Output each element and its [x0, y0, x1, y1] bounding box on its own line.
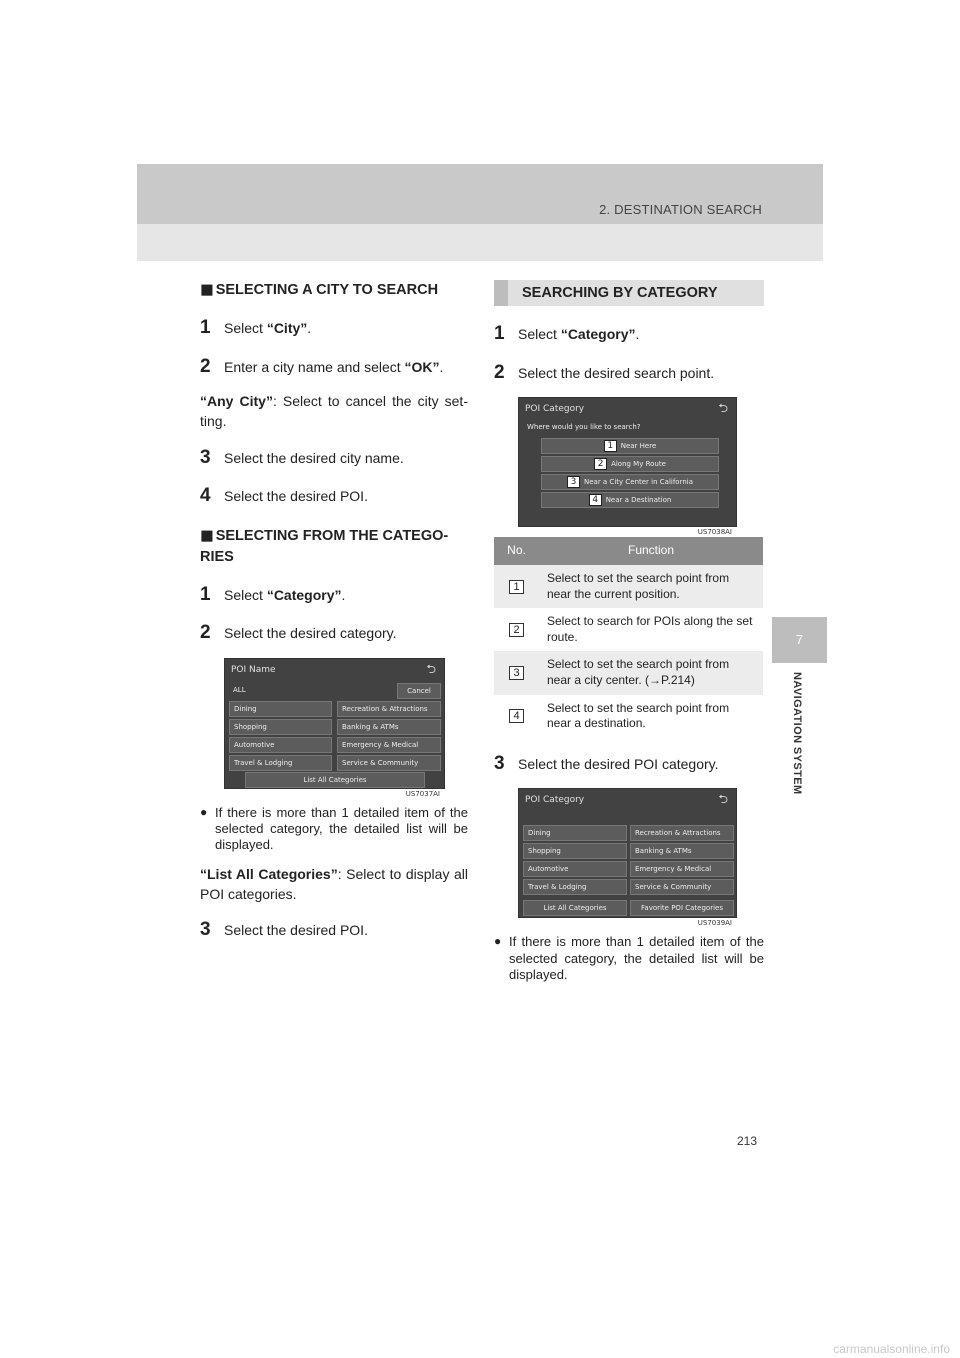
back-arrow-icon: ⮌ [426, 661, 436, 676]
step-2: 2 Select the desired search point. [494, 361, 715, 383]
step-2: 2 Enter a city name and select “OK”. [200, 355, 444, 377]
step-4: 4 Select the desired POI. [200, 485, 368, 507]
bullet-note: ● If there is more than 1 detailed item of the selected category, the detailed list will be displayed. [494, 934, 764, 982]
back-arrow-icon: ⮌ [718, 401, 728, 416]
header-subband [137, 224, 823, 261]
step-1: 1 Select “Category”. [200, 583, 346, 605]
step-1: 1 Select “Category”. [494, 323, 640, 344]
poi-category-search-screenshot: POI Category ⮌ Where would you like to search? 1 Near Here 2 Along My Route 3 Near a City Center in California 4 Near a Destination US7038AI [518, 397, 737, 527]
table-row: 1 Select to set the search point from near the current position. [494, 565, 763, 608]
chapter-side-label: NAVIGATION SYSTEM [791, 672, 803, 795]
step-1: 1 Select “City”. [200, 317, 312, 339]
table-row: 2 Select to search for POIs along the set route. [494, 608, 763, 651]
function-table: No. Function 1 Select to set the search point from near the current position. 2 Select to search for POIs along the set route. 3 Select to set the search point from near a city center. (→P.214) 4 Select to set the search point from near a destination. [494, 537, 763, 738]
section-heading-city: ■ SELECTING A CITY TO SEARCH [200, 282, 439, 298]
list-all-note: “List All Categories”: Select to display all POI categories. [200, 865, 469, 902]
poi-category-list-screenshot: POI Category ⮌ Dining Shopping Automotive Travel & Lodging Recreation & Attractions Banking & ATMs Emergency & Medical Service & Community List All Categories Favorite POI Categories US7039AI [518, 788, 737, 918]
bullet-note: ● If there is more than 1 detailed item of the selected category, the detailed list will be displayed. [200, 804, 468, 853]
section-heading-categories: ■ SELECTING FROM THE CATEGO-RIES [200, 527, 449, 565]
any-city-note: “Any City”: Select to cancel the city set-ting. [200, 393, 468, 430]
cancel-button: Cancel [397, 683, 441, 699]
table-row: 4 Select to set the search point from near a destination. [494, 695, 763, 738]
right-column [494, 280, 764, 993]
poi-name-screenshot: POI Name ⮌ ALL Cancel Dining Shopping Automotive Travel & Lodging Recreation & Attractions Banking & ATMs Emergency & Medical Service & Community List All Categories US7037AI [224, 658, 445, 789]
back-arrow-icon: ⮌ [718, 792, 728, 807]
step-2: 2 Select the desired category. [200, 622, 397, 644]
chapter-tab: 7 [772, 617, 827, 663]
step-3: 3 Select the desired POI. [200, 919, 368, 941]
section-title: 2. DESTINATION SEARCH [599, 202, 762, 217]
watermark: carmanualsonline.info [833, 1342, 950, 1356]
page-number: 213 [737, 1134, 758, 1148]
left-column [200, 280, 468, 955]
table-row: 3 Select to set the search point from near a city center. (→P.214) [494, 651, 763, 694]
section-bar: SEARCHING BY CATEGORY [494, 280, 764, 306]
step-3: 3 Select the desired city name. [200, 446, 404, 468]
step-3: 3 Select the desired POI category. [494, 752, 719, 774]
